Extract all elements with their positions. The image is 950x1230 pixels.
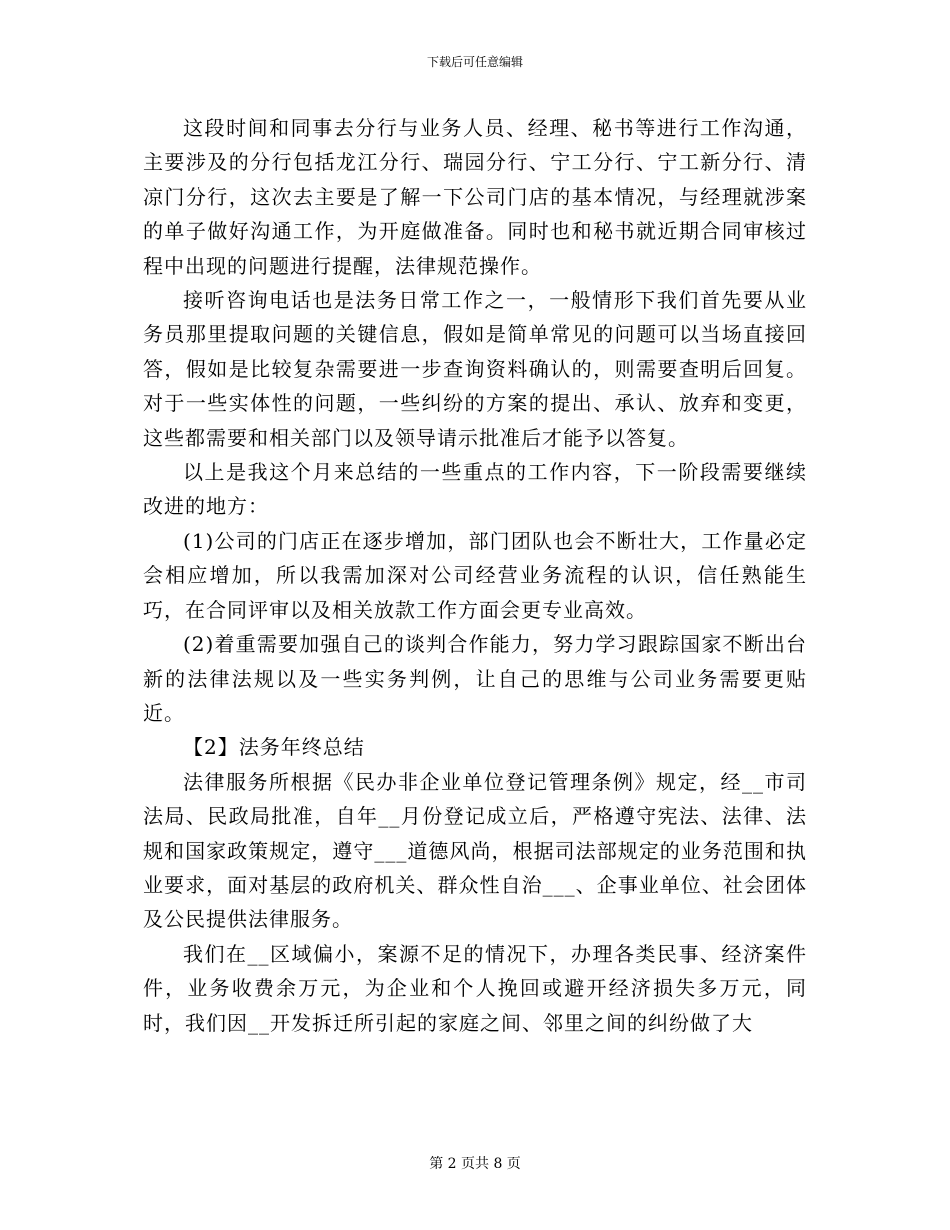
paragraph-improvement-item-2: (2)着重需要加强自己的谈判合作能力，努力学习跟踪国家不断出台新的法律法规以及一些实务判例，让自己的思维与公司业务需要更贴近。 <box>143 632 807 725</box>
paragraph-improvement-intro: 以上是我这个月来总结的一些重点的工作内容，下一阶段需要继续改进的地方： <box>143 460 807 519</box>
page-footer: 第 2 页共 8 页 <box>429 1156 521 1172</box>
section-heading: 【2】法务年终总结 <box>183 735 365 760</box>
paragraph-case-summary: 我们在__区域偏小，案源不足的情况下，办理各类民事、经济案件件，业务收费余万元，为企业和个人挽回或避开经济损失多万元，同时，我们因__开发拆迁所引起的家庭之间、邻里之间的纠纷做了大 <box>143 941 807 1035</box>
paragraph-consultation-calls: 接听咨询电话也是法务日常工作之一，一般情形下我们首先要从业务员那里提取问题的关键信息，假如是简单常见的问题可以当场直接回答，假如是比较复杂需要进一步查询资料确认的，则需要查明后回复。对于一些实体性的问题，一些纠纷的方案的提出、承认、放弃和变更，这些都需要和相关部门以及领导请示批准后才能予以答复。 <box>143 288 807 450</box>
paragraph-improvement-item-1: (1)公司的门店正在逐步增加，部门团队也会不断壮大，工作量必定会相应增加，所以我需加深对公司经营业务流程的认识，信任熟能生巧，在合同评审以及相关放款工作方面会更专业高效。 <box>143 528 807 622</box>
paragraph-law-office-intro: 法律服务所根据《民办非企业单位登记管理条例》规定，经__市司法局、民政局批准，自年__月份登记成立后，严格遵守宪法、法律、法规和国家政策规定，遵守___道德风尚，根据司法部规定的业务范围和执业要求，面对基层的政府机关、群众性自治___、企事业单位、社会团体及公民提供法律服务。 <box>143 769 807 932</box>
paragraph-branch-communication: 这段时间和同事去分行与业务人员、经理、秘书等进行工作沟通，主要涉及的分行包括龙江分行、瑞园分行、宁工分行、宁工新分行、清凉门分行，这次去主要是了解一下公司门店的基本情况，与经理就涉案的单子做好沟通工作，为开庭做准备。同时也和秘书就近期合同审核过程中出现的问题进行提醒，法律规范操作。 <box>143 116 807 278</box>
document-body <box>143 111 807 1040</box>
page-header: 下载后可任意编辑 <box>426 55 523 69</box>
